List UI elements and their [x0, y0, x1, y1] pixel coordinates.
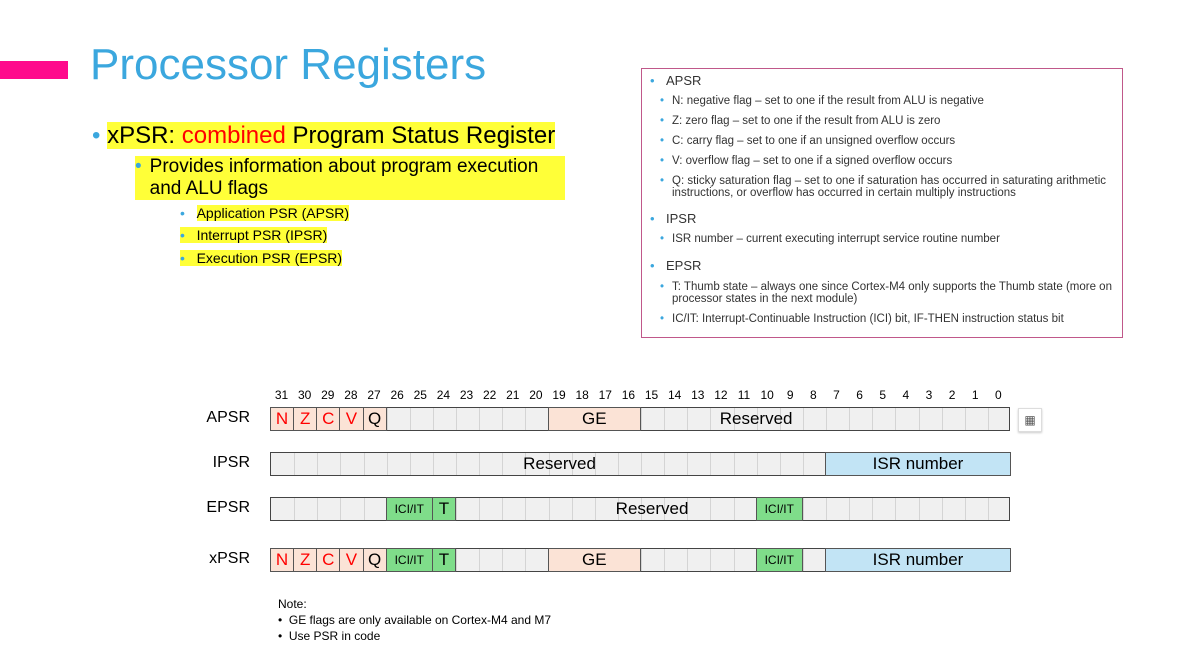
- field-ici-it: ICI/IT: [756, 548, 803, 572]
- bit-cell: [364, 498, 365, 520]
- note-item: • GE flags are only available on Cortex-M4 and M7: [278, 613, 552, 627]
- bit-number: 17: [598, 388, 612, 402]
- panel-heading-epsr: • EPSR: [652, 258, 701, 273]
- bit-number: 5: [879, 388, 887, 402]
- bit-cell: [340, 498, 341, 520]
- field-q: Q: [363, 548, 387, 572]
- bit-cell: [942, 498, 943, 520]
- bit-cell: [456, 453, 457, 475]
- text: Provides information about program execution and ALU flags: [150, 156, 565, 200]
- field-t: T: [432, 497, 456, 521]
- register-xpsr: [270, 548, 1010, 572]
- bit-number: 2: [948, 388, 956, 402]
- bit-cell: [479, 498, 480, 520]
- bit-cell: [734, 549, 735, 571]
- bit-cell: [687, 549, 688, 571]
- bit-cell: [965, 408, 966, 430]
- bit-number: 8: [810, 388, 817, 402]
- bit-cell: [340, 453, 341, 475]
- field-ici-it: ICI/IT: [386, 548, 433, 572]
- field-reserved: Reserved: [523, 454, 596, 473]
- field-q: Q: [363, 407, 387, 431]
- bit-cell: [710, 549, 711, 571]
- bit-cell: [826, 408, 827, 430]
- bit-cell: [479, 453, 480, 475]
- field-reserved: Reserved: [719, 409, 793, 428]
- bullet-xpsr: • xPSR: combined Program Status Register: [92, 122, 556, 149]
- bit-cell: [988, 408, 989, 430]
- bit-cell: [895, 498, 896, 520]
- bit-cell: [942, 408, 943, 430]
- bit-number: 26: [390, 388, 404, 402]
- panel-item: • T: Thumb state – always one since Cortex-M4 only supports the Thumb state (more on processor states in the next module): [672, 281, 1112, 305]
- bit-cell: [294, 498, 295, 520]
- bit-cell: [687, 453, 688, 475]
- bit-cell: [317, 453, 318, 475]
- bit-cell: [988, 498, 989, 520]
- text: Interrupt PSR (IPSR): [196, 227, 328, 243]
- bit-cell: [826, 498, 827, 520]
- bit-cell: [641, 549, 642, 571]
- bit-number: 25: [413, 388, 427, 402]
- note-item: • Use PSR in code: [278, 629, 381, 643]
- bit-number: 22: [482, 388, 497, 402]
- bit-cell: [479, 408, 480, 430]
- text-red: combined: [181, 122, 286, 149]
- field-isr-number: ISR number: [825, 452, 1011, 476]
- bit-cell: [410, 453, 411, 475]
- bit-cell: [734, 498, 735, 520]
- register-label: EPSR: [206, 499, 250, 516]
- panel-item: • Q: sticky saturation flag – set to one if saturation has occurred in saturating arithmetic instructions, or overflow has occurred in certain multiply instructions: [672, 175, 1112, 199]
- bit-cell: [664, 408, 665, 430]
- bit-number: 20: [529, 388, 543, 402]
- bit-cell: [803, 498, 804, 520]
- register-apsr: [270, 407, 1010, 431]
- bit-number: 31: [274, 388, 289, 402]
- bit-cell: [433, 408, 434, 430]
- bit-cell: [803, 549, 804, 571]
- note-title: Note:: [278, 597, 307, 611]
- field-ici-it: ICI/IT: [386, 497, 433, 521]
- bit-number: 16: [621, 388, 636, 402]
- table-icon[interactable]: ▦: [1018, 408, 1042, 432]
- bit-cell: [687, 408, 688, 430]
- bit-number: 29: [321, 388, 335, 402]
- bit-cell: [803, 408, 804, 430]
- bit-cell: [479, 549, 480, 571]
- bit-cell: [317, 498, 318, 520]
- field-c: C: [316, 548, 340, 572]
- bit-cell: [803, 453, 804, 475]
- bit-cell: [780, 453, 781, 475]
- bit-cell: [849, 408, 850, 430]
- bit-number: 1: [971, 388, 979, 402]
- bullet-epsr: • Execution PSR (EPSR): [180, 250, 343, 266]
- bit-number: 11: [737, 388, 751, 402]
- bit-number: 12: [714, 388, 728, 402]
- bullet-info: • Provides information about program execution and ALU flags: [135, 156, 565, 200]
- bit-number: 13: [691, 388, 705, 402]
- text: Program Status Register: [285, 122, 556, 149]
- register-ipsr: [270, 452, 1010, 476]
- bit-cell: [456, 549, 457, 571]
- bit-number: 14: [667, 388, 682, 402]
- panel-heading-ipsr: • IPSR: [652, 211, 696, 226]
- bit-number: 28: [344, 388, 358, 402]
- bit-number: 9: [786, 388, 794, 402]
- panel-item: • ISR number – current executing interrupt service routine number: [672, 233, 1000, 245]
- bit-cell: [872, 498, 873, 520]
- bit-number: 0: [995, 388, 1002, 402]
- field-z: Z: [293, 548, 317, 572]
- bit-number: 24: [436, 388, 451, 402]
- bit-cell: [433, 453, 434, 475]
- panel-item: • V: overflow flag – set to one if a signed overflow occurs: [672, 155, 952, 167]
- bit-cell: [572, 498, 573, 520]
- note: [278, 596, 551, 644]
- field-isr-number: ISR number: [825, 548, 1011, 572]
- field-v: V: [339, 548, 363, 572]
- panel-item: • IC/IT: Interrupt-Continuable Instruction (ICI) bit, IF-THEN instruction status bit: [672, 313, 1064, 325]
- register-label: APSR: [206, 409, 250, 426]
- bit-number: 4: [902, 388, 910, 402]
- bit-number: 7: [833, 388, 840, 402]
- bit-number: 27: [367, 388, 381, 402]
- bit-cell: [410, 408, 411, 430]
- field-z: Z: [293, 407, 317, 431]
- flags-description-panel: [641, 68, 1123, 338]
- panel-item: • N: negative flag – set to one if the result from ALU is negative: [672, 95, 984, 107]
- bit-cell: [872, 408, 873, 430]
- accent-bar: [0, 61, 68, 79]
- bit-cell: [525, 408, 526, 430]
- page-title: Processor Registers: [90, 40, 487, 89]
- bit-cell: [502, 498, 503, 520]
- bit-cell: [502, 408, 503, 430]
- bit-cell: [456, 498, 457, 520]
- bit-cell: [364, 453, 365, 475]
- bit-cell: [664, 549, 665, 571]
- bit-number: 10: [760, 388, 774, 402]
- register-label: xPSR: [209, 550, 250, 567]
- bit-cell: [710, 453, 711, 475]
- bullet-apsr: • Application PSR (APSR): [180, 205, 350, 221]
- text: Execution PSR (EPSR): [196, 250, 343, 266]
- field-ici-it: ICI/IT: [756, 497, 803, 521]
- bit-cell: [965, 498, 966, 520]
- bit-number: 18: [575, 388, 589, 402]
- bit-number: 23: [459, 388, 474, 402]
- bit-cell: [757, 453, 758, 475]
- field-reserved: Reserved: [615, 499, 689, 518]
- bit-number: 15: [644, 388, 659, 402]
- bit-cell: [895, 408, 896, 430]
- bit-cell: [919, 498, 920, 520]
- bit-cell: [618, 453, 619, 475]
- text: Application PSR (APSR): [196, 205, 350, 221]
- field-ge: GE: [548, 548, 642, 572]
- field-t: T: [432, 548, 456, 572]
- bit-cell: [641, 453, 642, 475]
- bullet-ipsr: • Interrupt PSR (IPSR): [180, 227, 328, 243]
- panel-heading-apsr: • APSR: [652, 73, 701, 88]
- field-c: C: [316, 407, 340, 431]
- text: xPSR:: [107, 122, 182, 149]
- bit-cell: [387, 453, 388, 475]
- bit-number: 19: [552, 388, 566, 402]
- register-label: IPSR: [212, 454, 250, 471]
- bit-cell: [849, 498, 850, 520]
- field-ge: GE: [548, 407, 642, 431]
- bit-cell: [549, 498, 550, 520]
- bit-cell: [919, 408, 920, 430]
- bit-cell: [710, 408, 711, 430]
- bit-cell: [641, 408, 642, 430]
- bit-cell: [664, 453, 665, 475]
- bit-cell: [456, 408, 457, 430]
- bit-number: 3: [925, 388, 933, 402]
- bit-number: 21: [506, 388, 520, 402]
- bit-cell: [387, 408, 388, 430]
- register-epsr: [270, 497, 1010, 521]
- field-n: N: [270, 407, 294, 431]
- bit-number: 30: [297, 388, 312, 402]
- field-n: N: [270, 548, 294, 572]
- panel-item: • Z: zero flag – set to one if the result from ALU is zero: [672, 115, 940, 127]
- field-v: V: [339, 407, 363, 431]
- bit-cell: [502, 549, 503, 571]
- panel-item: • C: carry flag – set to one if an unsigned overflow occurs: [672, 135, 955, 147]
- bit-cell: [294, 453, 295, 475]
- bit-cell: [525, 498, 526, 520]
- bit-number: 6: [856, 388, 863, 402]
- bit-cell: [734, 453, 735, 475]
- bit-cell: [525, 549, 526, 571]
- bit-cell: [710, 498, 711, 520]
